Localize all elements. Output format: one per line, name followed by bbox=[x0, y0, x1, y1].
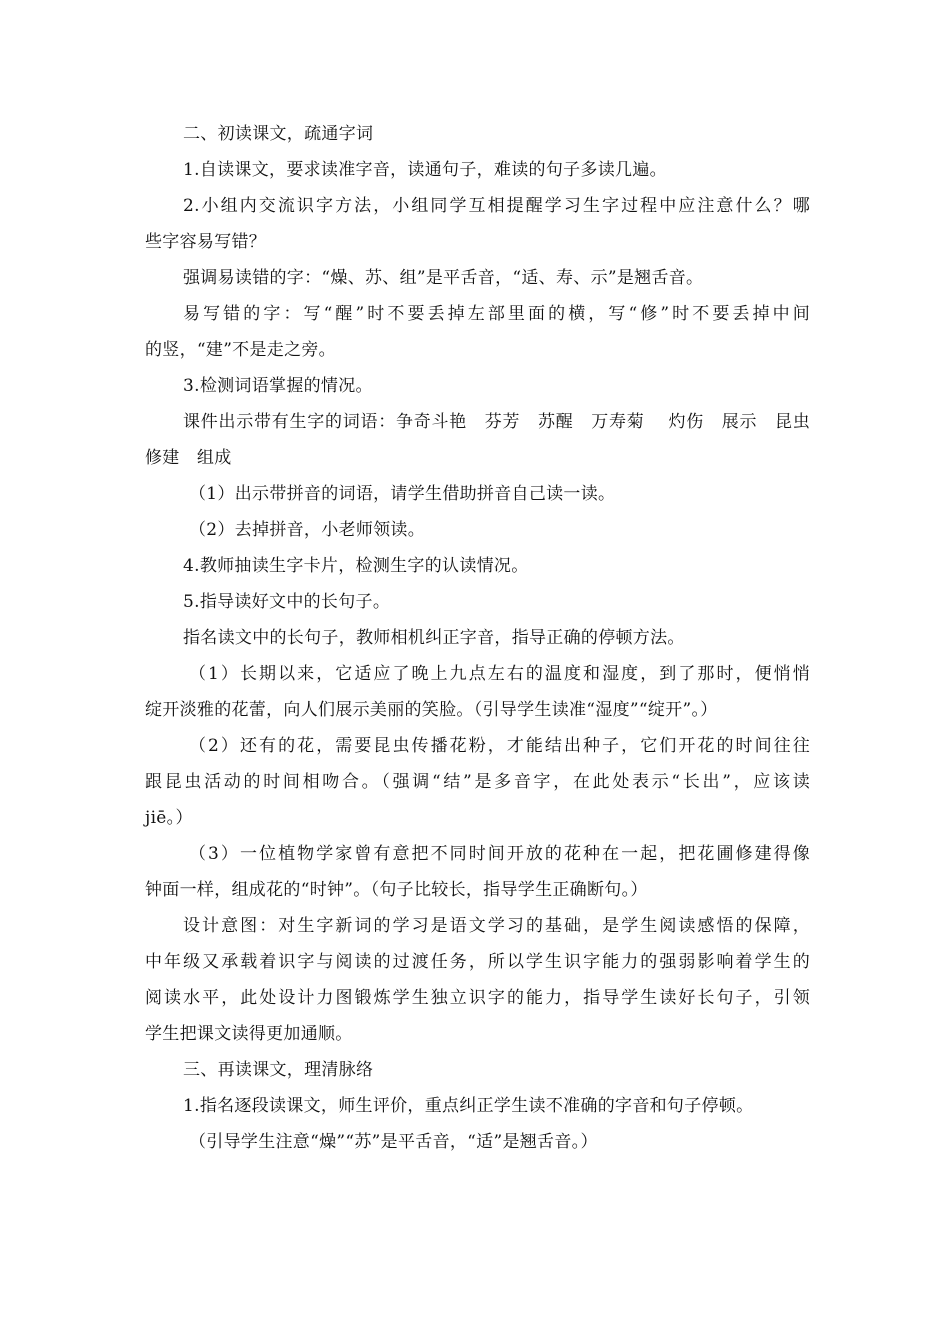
paragraph-line: 课件出示带有生字的词语：争奇斗艳 芬芳 苏醒 万寿菊 灼伤 展示 昆虫 bbox=[183, 412, 810, 432]
paragraph-line: 2.小组内交流识字方法，小组同学互相提醒学习生字过程中应注意什么？哪 bbox=[183, 196, 810, 216]
section-heading-2: 二、初读课文，疏通字词 bbox=[183, 124, 374, 144]
paragraph-line: 3.检测词语掌握的情况。 bbox=[183, 376, 373, 396]
paragraph-line: 5.指导读好文中的长句子。 bbox=[183, 592, 391, 612]
paragraph-line: 的竖，“建”不是走之旁。 bbox=[145, 340, 336, 360]
paragraph-line: 绽开淡雅的花蕾，向人们展示美丽的笑脸。（引导学生读准“湿度”“绽开”。） bbox=[145, 700, 718, 720]
paragraph-line: 修建 组成 bbox=[145, 448, 232, 468]
paragraph-line: 中年级又承载着识字与阅读的过渡任务，所以学生识字能力的强弱影响着学生的 bbox=[145, 952, 810, 972]
paragraph-line: （3）一位植物学家曾有意把不同时间开放的花种在一起，把花圃修建得像 bbox=[189, 844, 810, 864]
paragraph-line: 些字容易写错？ bbox=[145, 232, 267, 252]
section-heading-3: 三、再读课文，理清脉络 bbox=[183, 1060, 374, 1080]
paragraph-line: （2）去掉拼音，小老师领读。 bbox=[189, 520, 426, 540]
paragraph-line: 强调易读错的字：“燥、苏、组”是平舌音，“适、寿、示”是翘舌音。 bbox=[183, 268, 704, 288]
paragraph-line: （1）长期以来，它适应了晚上九点左右的温度和湿度，到了那时，便悄悄 bbox=[189, 664, 810, 684]
paragraph-line: 1.指名逐段读课文，师生评价，重点纠正学生读不准确的字音和句子停顿。 bbox=[183, 1096, 754, 1116]
paragraph-line: （2）还有的花，需要昆虫传播花粉，才能结出种子，它们开花的时间往往 bbox=[189, 736, 810, 756]
paragraph-line: 易写错的字：写“醒”时不要丢掉左部里面的横，写“修”时不要丢掉中间 bbox=[183, 304, 810, 324]
paragraph-line: 钟面一样，组成花的“时钟”。（句子比较长，指导学生正确断句。） bbox=[145, 880, 648, 900]
paragraph-line: 指名读文中的长句子，教师相机纠正字音，指导正确的停顿方法。 bbox=[183, 628, 685, 648]
document-body bbox=[145, 116, 810, 1160]
paragraph-line: 学生把课文读得更加通顺。 bbox=[145, 1024, 353, 1044]
paragraph-line: 阅读水平，此处设计力图锻炼学生独立识字的能力，指导学生读好长句子，引领 bbox=[145, 988, 810, 1008]
paragraph-line: 跟昆虫活动的时间相吻合。（强调“结”是多音字，在此处表示“长出”，应该读 bbox=[145, 772, 810, 792]
paragraph-line: 设计意图：对生字新词的学习是语文学习的基础，是学生阅读感悟的保障， bbox=[183, 916, 810, 936]
paragraph-line: 4.教师抽读生字卡片，检测生字的认读情况。 bbox=[183, 556, 529, 576]
paragraph-line: （1）出示带拼音的词语，请学生借助拼音自己读一读。 bbox=[189, 484, 616, 504]
paragraph-line: （引导学生注意“燥”“苏”是平舌音，“适”是翘舌音。） bbox=[189, 1132, 598, 1152]
paragraph-line: jiē。） bbox=[145, 808, 193, 828]
paragraph-line: 1.自读课文，要求读准字音，读通句子，难读的句子多读几遍。 bbox=[183, 160, 667, 180]
